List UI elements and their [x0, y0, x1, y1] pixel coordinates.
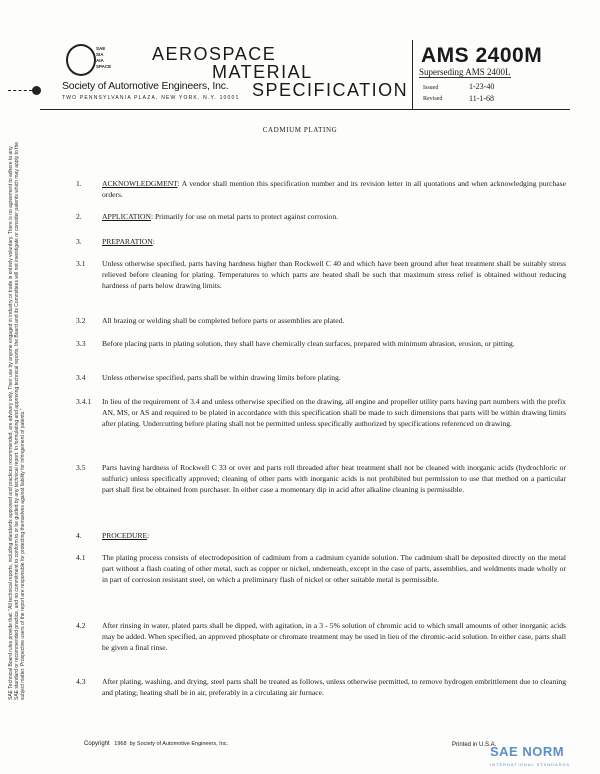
revised-label: Revised — [423, 96, 443, 102]
section-3-4: 3.4 Unless otherwise specified, parts shall be within drawing limits before plating. — [76, 373, 341, 382]
title-aerospace: AEROSPACE — [152, 44, 277, 64]
society-name: Society of Automotive Engineers, Inc. — [62, 80, 229, 92]
section-4: 4. PROCEDURE: — [76, 531, 150, 540]
copyright-line: Copyright 1968 by Society of Automotive Engineers, Inc. — [84, 741, 229, 747]
printed-in: Printed in U.S.A. — [452, 742, 497, 748]
revised-date: 11-1-68 — [469, 94, 495, 103]
section-3: 3. PREPARATION: — [76, 237, 155, 246]
section-4-1: 4.1 The plating process consists of electrodeposition of cadmium from a cadmium cyanide solution. The cadmium shall be deposited directly on the metal part without a flash coating of other metal, such as copper or nickel, underneath, except in the case of parts, assemblies, and weldments made wholly or in part of corrosion resistant steel, on which a preliminary flash of nickel or other suitable metal is permissible. — [76, 553, 566, 584]
copyright-year: 1968 — [114, 741, 127, 747]
sae-logo-circle — [66, 44, 96, 76]
section-4-3: 4.3 After plating, washing, and drying, steel parts shall be treated as follows, unless otherwise permitted, to remove hydrogen embrittlement due to cleaning and plating; heating shall be in air, preferably in a circulating air furnace. — [76, 677, 566, 697]
title-specification: SPECIFICATION — [252, 80, 409, 100]
section-4-2: 4.2 After rinsing in water, plated parts shall be dipped, with agitation, in a 3 - 5% solution of chromic acid to which small amounts of other inorganic acids may be added. When specified, an approved phosphate or chromate treatment may be used in lieu of the chromic-acid solution. In either case, parts shall be given a final rinse. — [76, 621, 566, 652]
ams-number-box — [412, 40, 572, 110]
title-material: MATERIAL — [212, 62, 313, 82]
issued-date: 1-23-40 — [469, 82, 495, 91]
sae-logo-text: SAE SIA AIA SPACE — [96, 46, 112, 69]
registration-dot — [32, 86, 41, 95]
section-3-3: 3.3 Before placing parts in plating solution, they shall have chemically clean surfaces, prepared with minimum abrasion, erosion, or pitting. — [76, 339, 515, 348]
section-1: 1. ACKNOWLEDGMENT: A vendor shall mention this specification number and its revision letter in all quotations and when acknowledging purchase orders. — [76, 179, 566, 199]
registration-dash — [8, 90, 32, 91]
section-heading: ACKNOWLEDGMENT — [102, 179, 178, 188]
sae-norm-watermark: SAE NORM — [490, 744, 565, 759]
sae-norm-subtitle: INTERNATIONAL STANDARDS — [490, 762, 571, 767]
section-2: 2. APPLICATION: Primarily for use on metal parts to protect against corrosion. — [76, 212, 339, 221]
section-3-1: 3.1 Unless otherwise specified, parts having hardness higher than Rockwell C 40 and which have been ground after heat treatment shall be suitably stress relieved before cleaning for plating. Temperatures to which parts are heated shall be such that maximum stress relief is obtained without reducing hardness of parts below drawing limits. — [76, 259, 566, 290]
document-title: CADMIUM PLATING — [262, 126, 338, 134]
header — [40, 40, 570, 110]
issued-label: Issued — [423, 85, 439, 91]
society-address: TWO PENNSYLVANIA PLAZA, NEW YORK, N.Y. 10001 — [62, 95, 240, 101]
section-3-4-1: 3.4.1 In lieu of the requirement of 3.4 and unless otherwise specified on the drawing, all engine and propeller utility parts having part numbers with the prefix AN, MS, or AS and required to be plated in accordance with this specification shall be made to such dimensions that parts will be within drawing limits after plating. Undercutting before plating shall not be permitted unless specifically authorized by specifications referenced on drawing. — [76, 397, 566, 428]
section-3-2: 3.2 All brazing or welding shall be completed before parts or assemblies are plated. — [76, 316, 345, 325]
section-heading: APPLICATION — [102, 212, 151, 221]
section-3-5: 3.5 Parts having hardness of Rockwell C 33 or over and parts roll threaded after heat treatment shall not be cleaned with inorganic acids (hydrochloric or sulfuric) unless specifically approved; cleaning of other parts with inorganic acids is not prohibited but permission to use that method on a particular part shall first be obtained from purchaser. In either case a momentary dip in acid after alkaline cleaning is permissible. — [76, 463, 566, 494]
section-heading: PREPARATION — [102, 237, 153, 246]
side-disclaimer: SAE Technical Board rules provide that: "All technical reports, including standards approved and practices recommended, are advisory only. Their use by anyone engaged in industry or trade is entirely voluntary. There is no agreement to adhere to any SAE standard or recommended practice, and no commitment to conform to or be guided by any technical report. In formulating and approving technical reports, the Board and its Committees will not investigate or consider patents which may apply to the subject matter. Prospective users of the report are responsible for protecting themselves against liability for infringement of patents." — [8, 141, 26, 700]
ams-number: AMS 2400M — [421, 44, 543, 67]
superseding-note: Superseding AMS 2400L — [419, 67, 511, 77]
section-heading: PROCEDURE — [102, 531, 148, 540]
